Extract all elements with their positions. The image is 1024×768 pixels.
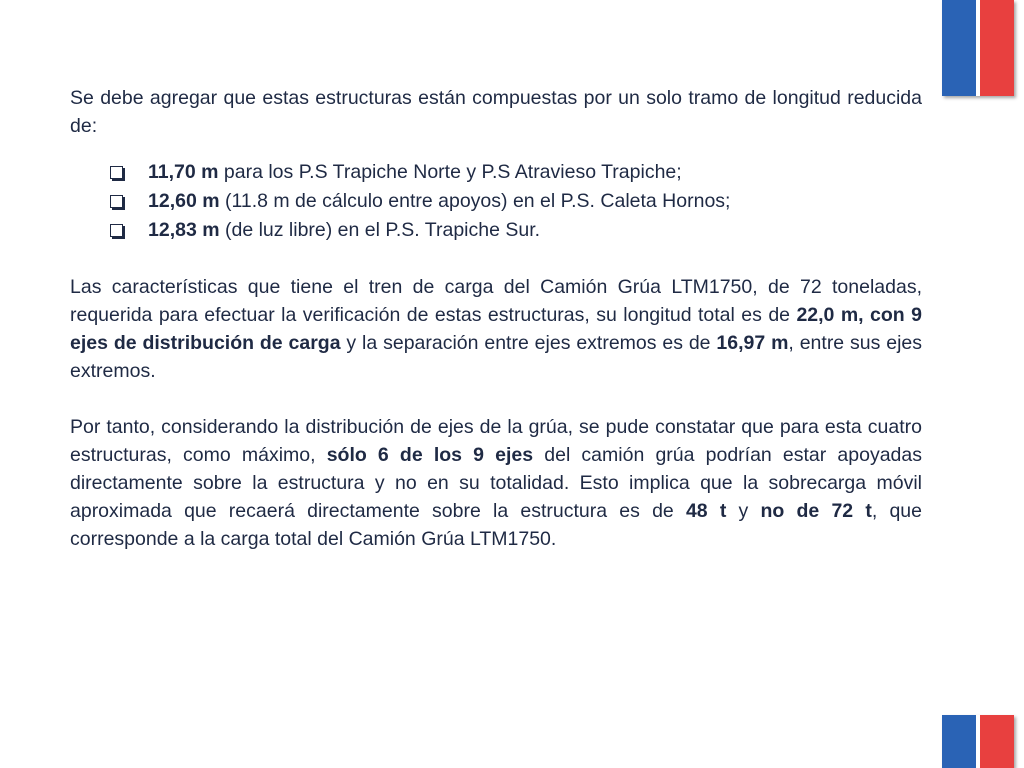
flag-stripe-red	[980, 715, 1014, 768]
flag-stripe-blue	[942, 0, 976, 96]
text-run: para los P.S Trapiche Norte y P.S Atravieso Trapiche;	[218, 161, 682, 183]
checkbox-bullet-icon	[110, 166, 123, 179]
load-train-paragraph	[70, 273, 922, 385]
bold-text: 48 t	[685, 500, 727, 522]
conclusion-paragraph	[70, 413, 922, 553]
list-item	[110, 216, 922, 245]
text-run: , entre sus ejes extremos.	[70, 332, 923, 382]
text-run: del camión grúa podrían estar apoyadas directamente sobre la estructura y no en su totalidad. Esto implica que la sobrecarga móvil aproximada que recaerá directamente sobre la estructura es de	[70, 444, 922, 522]
flag-decoration-bottom	[942, 715, 1014, 768]
bold-text: no de 72 t	[760, 500, 872, 522]
text-run: y	[726, 500, 761, 522]
flag-stripe-red	[980, 0, 1014, 96]
flag-decoration-top	[942, 0, 1014, 96]
checkbox-bullet-icon	[110, 195, 123, 208]
bold-text: 12,60 m	[148, 190, 220, 212]
text-run: (de luz libre) en el P.S. Trapiche Sur.	[219, 219, 541, 241]
intro-paragraph	[70, 84, 922, 140]
bold-text: sólo 6 de los 9 ejes	[326, 444, 534, 466]
flag-stripe-blue	[942, 715, 976, 768]
list-item	[110, 187, 922, 216]
text-run: (11.8 m de cálculo entre apoyos) en el P.S. Caleta Hornos;	[219, 190, 731, 212]
text-run: Por tanto, considerando la distribución de ejes de la grúa, se pude constatar que para esta cuatro estructuras, como máximo,	[70, 416, 922, 466]
slide-content	[70, 84, 922, 553]
bold-text: 22,0 m, con 9 ejes de distribución de carga	[70, 304, 922, 354]
text-run: Las características que tiene el tren de carga del Camión Grúa LTM1750, de 72 toneladas, requerida para efectuar la verificación de estas estructuras, su longitud total es de	[70, 276, 922, 326]
length-list	[70, 158, 922, 245]
bold-text: 11,70 m	[148, 161, 219, 183]
list-item	[110, 158, 922, 187]
text-run: Se debe agregar que estas estructuras están compuestas por un solo tramo de longitud reducida de:	[70, 87, 922, 137]
bold-text: 16,97 m	[716, 332, 789, 354]
checkbox-bullet-icon	[110, 224, 123, 237]
bold-text: 12,83 m	[148, 219, 220, 241]
text-run: , que corresponde a la carga total del Camión Grúa LTM1750.	[70, 500, 922, 550]
text-run: y la separación entre ejes extremos es de	[340, 332, 717, 354]
